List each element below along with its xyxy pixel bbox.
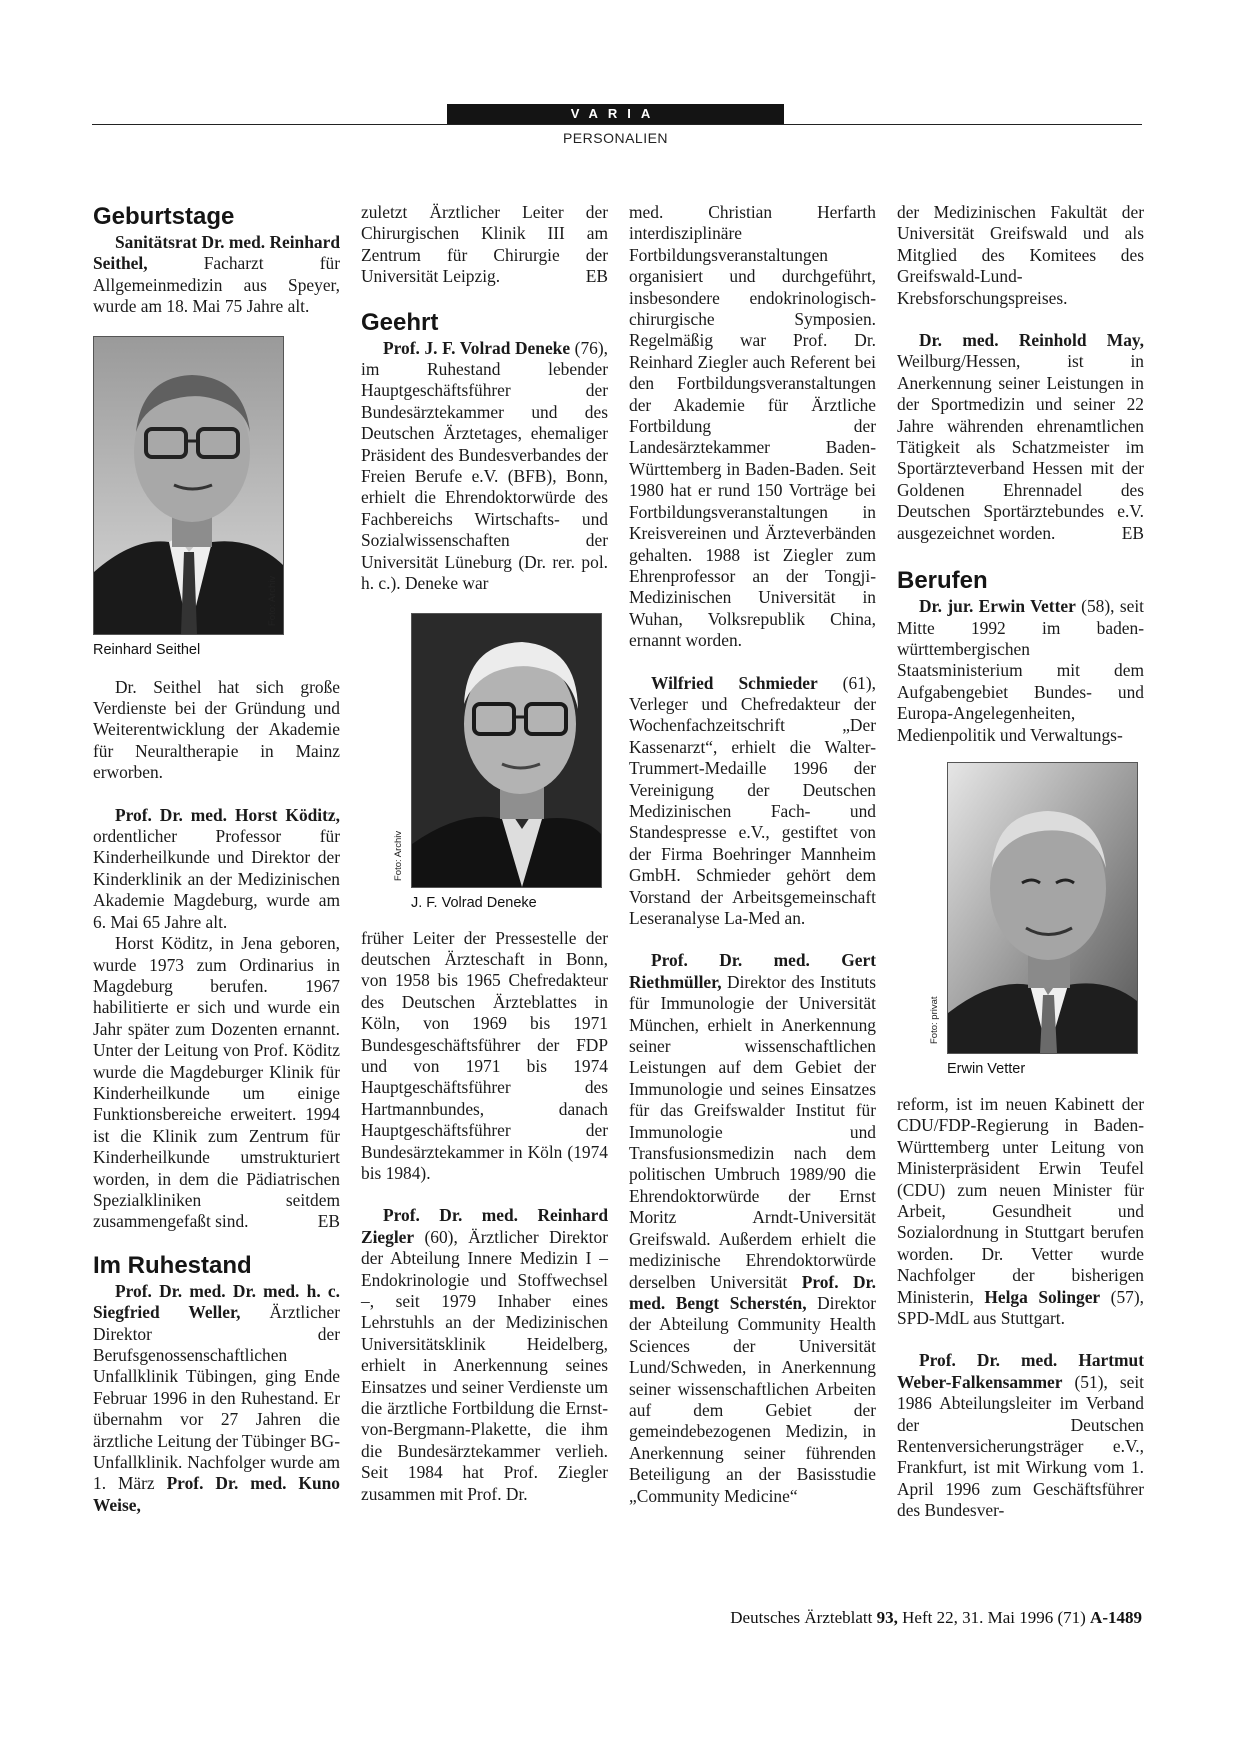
photo-caption: J. F. Volrad Deneke — [411, 894, 537, 911]
article-text — [93, 933, 340, 1233]
article-schmieder — [629, 673, 876, 930]
photo-credit: Foto: Archiv — [267, 575, 278, 626]
article-text: Direktor der Abteilung Community Health Sciences der Universität Lund/Schweden, in Anerkennung seiner wissenschaftlichen Arbeiten auf dem Gebiet der gemeindebezogenen Medizin, in Anerkennung seiner führenden Beteiligung an der Basisstudie „Community Medicine“ — [629, 1292, 877, 1506]
photo-seithel — [93, 336, 284, 635]
article-text: Weilburg/Hessen, ist in Anerkennung seiner Leistungen in der Sportmedizin und seiner 22 Jahre währenden ehrenamtlichen Tätigkeit als Schatzmeister im Sportärzteverband Hessen mit der Goldenen Ehrennadel des Deutschen Sportärztebundes e.V. ausgezeichnet worden. — [897, 351, 1144, 543]
person-name: Prof. Dr. med. Gert Riethmüller, — [629, 950, 876, 992]
photo-deneke-figure — [393, 613, 608, 914]
person-name: Prof. Dr. med. Bengt Scherstén, — [629, 1271, 876, 1313]
article-text: früher Leiter der Pressestelle der deutschen Ärzteschaft in Bonn, von 1958 bis 1965 Chefredakteur des Deutschen Ärzteblattes in Köln, von 1969 bis 1971 Bundesgeschäftsführer der FDP und von 1971 bis 1974 Hauptgeschäftsführer des Hartmannbundes, danach Hauptgeschäftsführer der Bundesärztekammer in Köln (1974 bis 1984). — [361, 927, 608, 1183]
person-name: Helga Solinger — [984, 1286, 1101, 1307]
heading-birthdays: Geburtstage — [93, 203, 235, 230]
column-2 — [361, 202, 608, 1505]
photo-caption: Erwin Vetter — [947, 1060, 1026, 1077]
author-sign: EB — [317, 1211, 340, 1232]
article-text-body: zuletzt Ärztlicher Leiter der Chirurgischen Klinik III am Zentrum für Chirurgie der Universität Leipzig. — [361, 202, 608, 287]
person-name: Prof. J. F. Volrad Deneke — [383, 337, 571, 358]
person-name: Dr. med. Reinhold May, — [919, 330, 1144, 351]
person-name: Prof. Dr. med. Hartmut Weber-Falkensammer — [897, 1350, 1144, 1392]
section-label: VARIA — [447, 104, 784, 124]
article-weller — [93, 1281, 340, 1516]
person-name: Prof. Dr. med. Kuno Weise, — [93, 1473, 340, 1515]
photo-credit: Foto: privat — [929, 996, 940, 1044]
heading-honored: Geehrt — [361, 308, 439, 336]
page-number: A-1489 — [1090, 1608, 1142, 1627]
journal-issue: Heft 22, 31. Mai 1996 (71) — [897, 1608, 1091, 1627]
person-name: Dr. jur. Erwin Vetter — [919, 596, 1076, 617]
article-text-body: Horst Köditz, in Jena geboren, wurde 1973 zum Ordinarius in Magdeburg berufen. 1967 habilitierte er sich und wurde ein Jahr später zum Dozenten ernannt. Unter der Leitung von Prof. Köditz wurde die Magdeburger Klinik für Kinderheilkunde um einige Funktionsbereiche erweitert. 1994 ist die Klinik zum Zentrum für Kinderheilkunde umstrukturiert worden, in dem die Pädiatrischen Spezialkliniken seitdem zusammengefaßt sind. — [93, 933, 340, 1232]
article-koeditz — [93, 805, 340, 933]
photo-seithel-figure — [93, 336, 340, 660]
article-text: (61), Verleger und Chefredakteur der Wochenfachzeitschrift „Der Kassenarzt“, erhielt die Walter-Trummert-Medaille 1996 der Vereinigung der Deutschen Medizinischen Fach- und Standespresse e.V., gestiftet von der Firma Boehringer Mannheim GmbH. Schmieder gehört dem Vorstand der Arbeitsgemeinschaft Leseranalyse La-Med an. — [629, 672, 877, 928]
article-text: Facharzt für Allgemeinmedizin aus Speyer, wurde am 18. Mai 75 Jahre alt. — [93, 253, 340, 317]
person-name: Prof. Dr. med. Horst Köditz, — [115, 804, 340, 825]
article-vetter-cont — [897, 1094, 1144, 1329]
article-vetter — [897, 596, 1144, 746]
photo-caption: Reinhard Seithel — [93, 641, 201, 658]
article-text: med. Christian Herfarth interdisziplinäre Fortbildungsveranstaltungen organisiert und durchgeführt, insbesondere endokrinologisch-chirurgische Symposien. Regelmäßig war Prof. Dr. Reinhard Ziegler auch Referent bei den Fortbildungsveranstaltungen der Akademie für Ärztliche Fortbildung der Landesärztekammer Baden-Württemberg in Baden-Baden. Seit 1980 hat er rund 150 Vorträge bei Fortbildungsveranstaltungen in Kreisvereinen und Ärzteverbänden gehalten. 1988 ist Ziegler zum Ehrenprofessor an der Tongji-Medizinischen Universität in Wuhan, Volksrepublik China, ernannt worden. — [629, 202, 876, 651]
article-text — [361, 202, 608, 288]
person-name: Sanitätsrat Dr. med. Reinhard Seithel, — [93, 232, 340, 274]
column-4 — [897, 202, 1144, 1522]
article-text: (60), Ärztlicher Direktor der Abteilung Innere Medizin I – Endokrinologie und Stoffwechsel –, seit 1979 Inhaber eines Lehrstuhls an der Medizinischen Universitätsklinik Heidelberg, erhielt in Anerkennung seines Einsatzes und seiner Verdienste um die ärztliche Fortbildung die Ernst-von-Bergmann-Plakette, die ihm die Bundesärztekammer verlieh. Seit 1984 hat Prof. Ziegler zusammen mit Prof. Dr. — [361, 1226, 608, 1504]
heading-appointed: Berufen — [897, 567, 988, 595]
article-text: Ärztlicher Direktor der Berufsgenossenschaftlichen Unfallklinik Tübingen, ging Ende Februar 1996 in den Ruhestand. Er übernahm vor 27 Jahren die ärztliche Leitung der Tübinger BG-Unfallklinik. Nachfolger wurde am 1. März — [93, 1302, 340, 1494]
article-ziegler — [361, 1205, 608, 1505]
photo-deneke — [411, 613, 602, 888]
photo-credit: Foto: Archiv — [393, 830, 404, 881]
author-sign: EB — [1121, 522, 1144, 543]
page-footer — [730, 1608, 1142, 1628]
article-weber-falkensammer — [897, 1350, 1144, 1521]
subsection-label: PERSONALIEN — [562, 130, 669, 146]
article-text: Direktor des Instituts für Immunologie der Universität München, erhielt in Anerkennung seiner wissenschaftlichen Leistungen auf dem Gebiet der Immunologie und seines Einsatzes für das Greifswalder Institut für Immunologie und Transfusionsmedizin nach dem politischen Umbruch 1989/90 die Ehrendoktorwürde der Ernst Moritz Arndt-Universität Greifswald. Außerdem erhielt die medizinische Ehrendoktorwürde derselben Universität — [629, 971, 876, 1292]
column-3 — [629, 202, 876, 1507]
photo-vetter-figure — [929, 762, 1144, 1084]
article-text: (58), seit Mitte 1992 im baden-württembergischen Staatsministerium mit dem Aufgabengebiet Bundes- und Europa-Angelegenheiten, Medienpolitik und Verwaltungs- — [897, 596, 1144, 745]
author-sign: EB — [585, 266, 608, 287]
article-deneke — [361, 338, 608, 595]
column-1 — [93, 202, 340, 1516]
article-may — [897, 330, 1144, 544]
journal-name: Deutsches Ärzteblatt — [730, 1608, 877, 1627]
header-rule — [92, 124, 1142, 125]
person-name: Prof. Dr. med. Dr. med. h. c. Siegfried Weller, — [93, 1280, 340, 1323]
person-name: Wilfried Schmieder — [651, 672, 818, 693]
article-text: Dr. Seithel hat sich große Verdienste bei der Gründung und Weiterentwicklung der Akademie für Neuraltherapie in Mainz erworben. — [93, 676, 340, 783]
journal-volume: 93, — [876, 1608, 898, 1627]
article-seithel — [93, 232, 340, 318]
photo-vetter — [947, 762, 1138, 1054]
heading-retired: Im Ruhestand — [93, 1251, 252, 1279]
article-text: (57), SPD-MdL aus Stuttgart. — [897, 1286, 1144, 1328]
article-riethmueller — [629, 950, 876, 1507]
portrait-vetter-image — [948, 763, 1137, 1053]
article-text: der Medizinischen Fakultät der Universität Greifswald und als Mitglied des Komitees des Greifswald-Lund-Krebsforschungspreises. — [897, 202, 1144, 308]
portrait-deneke-image — [412, 614, 601, 887]
person-name: Prof. Dr. med. Reinhard Ziegler — [361, 1205, 608, 1247]
article-text: (76), im Ruhestand lebender Hauptgeschäftsführer der Bundesärztekammer und des Deutschen Ärztetages, ehemaliger Präsident des Bundesverbandes der Freien Berufe e.V. (BFB), Bonn, erhielt die Ehrendoktorwürde des Fachbereichs Wirtschafts- und Sozialwissenschaften der Universität Lüneburg (Dr. rer. pol. h. c.). Deneke war — [361, 337, 608, 594]
article-text: reform, ist im neuen Kabinett der CDU/FDP-Regierung in Baden-Württemberg unter Leitung von Ministerpräsident Erwin Teufel (CDU) zum neuen Minister für Arbeit, Gesundheit und Sozialordnung in Stuttgart berufen worden. Dr. Vetter wurde Nachfolger der bisherigen Ministerin, — [897, 1093, 1144, 1307]
article-text: ordentlicher Professor für Kinderheilkunde und Direktor der Kinderklinik an der Medizinischen Akademie Magdeburg, wurde am 6. Mai 65 Jahre alt. — [93, 826, 340, 932]
article-text: (51), seit 1986 Abteilungsleiter im Verband der Deutschen Rentenversicherungsträger e.V., Frankfurt, ist mit Wirkung vom 1. April 1996 zum Geschäftsführer des Bundesver- — [897, 1371, 1144, 1521]
portrait-seithel-image — [94, 337, 283, 634]
